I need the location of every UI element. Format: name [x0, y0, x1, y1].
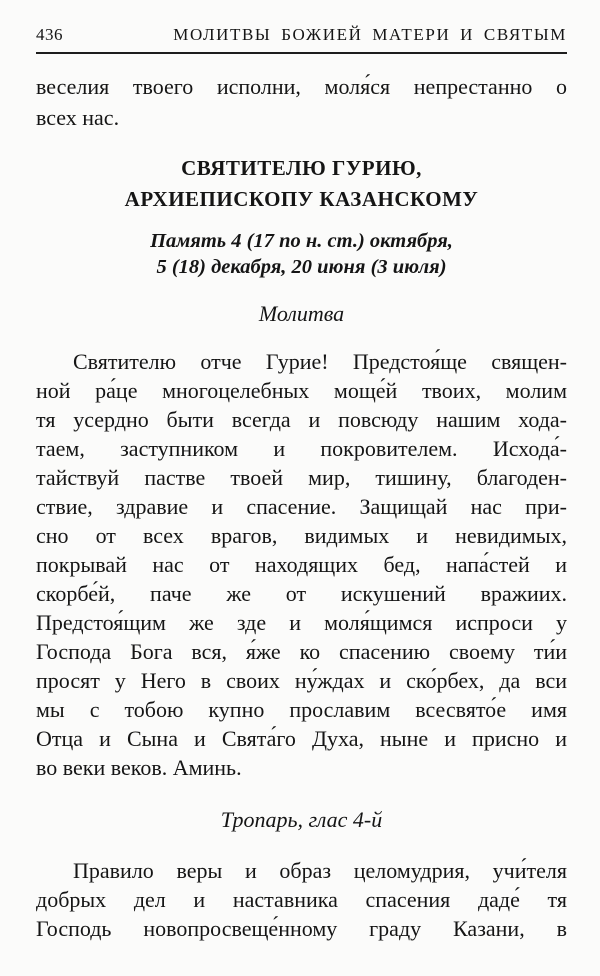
text-line: ной ра́це многоцелебных моще́й твоих, молим: [36, 378, 567, 403]
text-line: тя усердно быти всегда и повсюду нашим хода-: [36, 407, 567, 432]
intro-paragraph: [36, 71, 567, 133]
section-title-line2: АРХИЕПИСКОПУ КАЗАНСКОМУ: [124, 187, 479, 211]
text-line: Правило веры и образ целомудрия, учи́теля: [73, 858, 567, 883]
text-line: Господь новопросвеще́нному граду Казани, в: [36, 916, 567, 941]
text-line: ствие, здравие и спасение. Защищай нас при-: [36, 494, 567, 519]
text-line: добрых дел и наставника спасения даде́ тя: [36, 887, 567, 912]
text-line: Предстоя́щим же зде и моля́щимся испроси у: [36, 610, 567, 635]
prayer-paragraph: [36, 347, 567, 782]
text-line: веселия твоего исполни, моля́ся непрестанно о: [36, 74, 567, 99]
feast-dates: [36, 228, 567, 280]
feast-dates-line1: Память 4 (17 по н. ст.) октября,: [150, 230, 453, 252]
text-line: покрывай нас от находящих бед, напа́стей и: [36, 552, 567, 577]
text-line: Святителю отче Гурие! Предстоя́ще священ-: [73, 349, 567, 374]
troparion-heading: Тропарь, глас 4-й: [220, 807, 383, 832]
text-line: мы с тобою купно прославим всесвято́е имя: [36, 697, 567, 722]
feast-dates-line2: 5 (18) декабря, 20 июня (3 июля): [156, 256, 447, 278]
prayer-heading: Молитва: [258, 301, 345, 326]
text-line: таем, заступником и покровителем. Исхода́-: [36, 436, 567, 461]
text-line: просят у Него в своих ну́ждах и ско́рбех, да вси: [36, 668, 567, 693]
text-line: тайствуй пастве твоей мир, тишину, благоден-: [36, 465, 567, 490]
text-line: Господа Бога вся, я́же ко спасению своему ти́и: [36, 639, 567, 664]
text-line: всех нас.: [36, 105, 120, 130]
troparion-paragraph: [36, 856, 567, 943]
running-header: [36, 24, 567, 54]
page-number: 436: [36, 25, 63, 44]
section-title-line1: СВЯТИТЕЛЮ ГУРИЮ,: [181, 156, 422, 180]
text-line: во веки веков. Аминь.: [36, 755, 242, 780]
running-title: МОЛИТВЫ БОЖИЕЙ МАТЕРИ И СВЯТЫМ: [173, 25, 567, 44]
text-line: сно от всех врагов, видимых и невидимых,: [36, 523, 567, 548]
text-line: Отца и Сына и Свята́го Духа, ныне и присно и: [36, 726, 567, 751]
text-line: скорбе́й, паче же от искушений вражиих.: [36, 581, 567, 606]
section-title: [36, 153, 567, 215]
